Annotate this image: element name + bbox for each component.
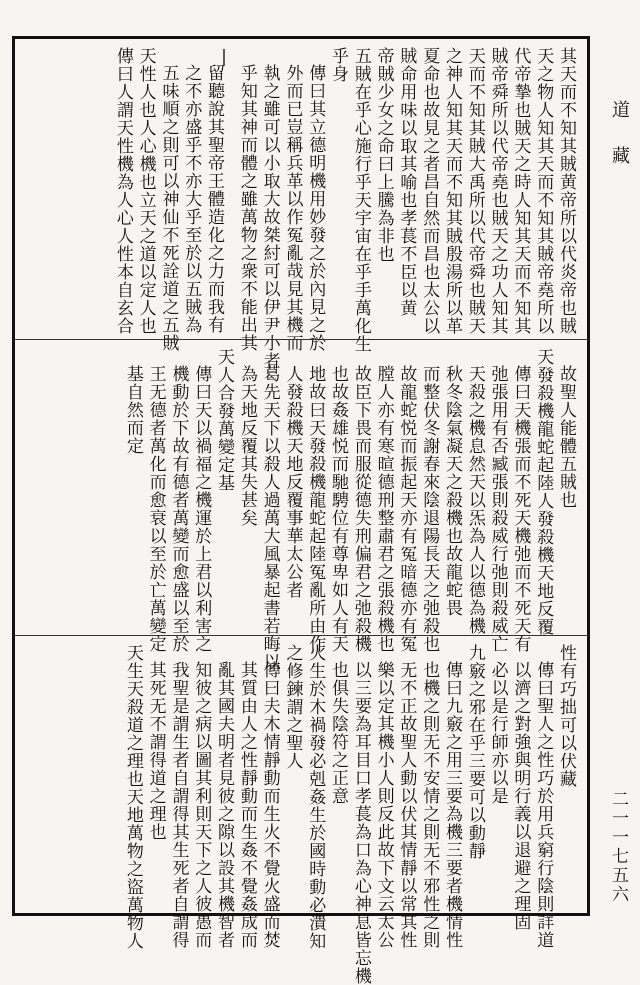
text-column: 樂以定其機小人則反此故下文云太公 (373, 661, 394, 949)
text-column: 其質由人之性靜動而生姦不覺姦成而 (236, 661, 257, 949)
text-column: 留聽說其聖帝王體造化之力而我有 (204, 64, 225, 334)
text-column: 亂其國夫明者見彼之隙以設其機智者 (214, 661, 235, 949)
text-column: 天人合發萬變定基 (214, 348, 235, 492)
text-column: 天之物人知其天而不知其賊帝堯所以 (533, 47, 554, 335)
text-column: 葛先天下以殺人過萬大風暴起書若晦以 (259, 365, 280, 671)
text-band-top (15, 39, 587, 370)
text-column: 以三要為耳目口孝萇為口為心神息皆忘機 (350, 661, 371, 985)
text-column: 其死无不謂得道之理也 (145, 661, 166, 841)
text-column: 機動於下故有德者萬變而愈盛以至於 (168, 365, 189, 653)
text-column: 也俱失陰符之正意 (328, 661, 349, 805)
text-column: 火生於木禍發必剋姦生於國時動必潰知 (305, 644, 326, 950)
text-column: 而整伏冬謝春來陰退陽長天之弛殺也 (419, 365, 440, 653)
text-column: 无不正故聖人動以伏其情靜以常其性 (396, 661, 417, 949)
text-column: 我聖是謂生者自謂得其生死者自謂得 (168, 661, 189, 949)
text-column: 賊帝舜所以代帝堯也賊天之功人知其 (487, 47, 508, 335)
text-column: 為天地反覆其失甚矣 (236, 365, 257, 527)
text-column: 傳曰天機張而不死天機弛而不死天有 (510, 365, 531, 653)
text-column: 傳曰夫木情靜動而生火不覺火盛而焚 (259, 661, 280, 949)
text-column: 傳曰聖人之性巧於用兵窮行陰則詳道 (533, 661, 554, 949)
text-column: 外而已豈稱兵革以作冤亂哉見其機而 (282, 64, 303, 352)
text-column: 賊命用味以取其喻也孝萇不臣以黄 (396, 47, 417, 317)
text-column: 其天而不知其賊黄帝所以代炎帝也賊 (556, 47, 576, 335)
text-column: 帝賊少女之命曰上騰為非也 (373, 47, 394, 263)
text-column: 以濟之對強與明行義以退避之理固 (510, 661, 531, 931)
text-column: 王无德者萬化而愈衰以至於亡萬變定 (145, 365, 166, 653)
text-column: 代帝摯也賊天之時人知其天而不知其 (510, 47, 531, 335)
text-column: 九竅之邪在乎三要可以動靜 (464, 644, 485, 860)
text-column: 也機之則无不安情之則无不邪性之則 (419, 661, 440, 949)
text-column: 夏命也故見之者昌自然而昌也太公以 (419, 47, 440, 335)
text-column: 知彼之病以圖其利則天下之人彼愚而 (191, 661, 212, 949)
text-band-middle (15, 339, 587, 671)
text-column: 必以是行師亦以是 (487, 661, 508, 805)
text-column: 之神人知其天而不知其賊殷湯所以革 (442, 47, 463, 335)
text-column: 傳曰九竅之用三要為機三要者機情性 (442, 661, 463, 949)
text-column: 執之雖可以小取大故桀紂可以伊尹小者 (259, 64, 280, 370)
text-column: 傳曰天以禍福之機運於上君以利害之 (191, 365, 212, 653)
text-column: 弛張用有否臧張則殺威行弛則殺威亡 (487, 365, 508, 653)
text-column: 傳曰其立德明機用妙發之於內見之於 (305, 64, 326, 352)
text-band-bottom (15, 635, 587, 985)
text-column: 秋冬陰氣凝天之殺機也故龍蛇畏 (442, 365, 463, 617)
text-column: 天生天殺道之理也天地萬物之盜萬物人 (122, 644, 143, 950)
text-column: 天性人也人心機也立天之道以定人也 (135, 47, 156, 335)
text-column: 膛人亦有寒暄德刑整肅君之張殺機也 (373, 365, 394, 653)
text-column: 也故姦雄悦而馳騁位有尊卑如人有天 (328, 365, 349, 653)
text-column: 人發殺機天地反覆事華太公者 (282, 365, 303, 599)
text-column: 性有巧拙可以伏藏 (556, 644, 576, 788)
side-title: 道藏 (609, 100, 630, 192)
text-column: 之修鍊謂之聖人 (282, 644, 303, 770)
text-column: 五賊在乎心施行乎天宇宙在乎手萬化生 (350, 47, 371, 353)
text-column: 天發殺機龍蛇起陸人發殺機天地反覆 (533, 348, 554, 636)
text-column: 乎知其神而體之雖萬物之衆不能出其 (236, 64, 257, 352)
text-column: 五味順之則可以神仙不死詮道之五賊 (158, 64, 179, 352)
column-separator: | (214, 47, 235, 68)
text-column: 天而不知其賊大禹所以代帝舜也賊天 (464, 47, 485, 335)
text-column: 故臣下畏而服從德失刑偏君之弛殺機 (350, 365, 371, 653)
text-column: 傳曰人謂天性機為人心人性本自玄合 (112, 47, 133, 335)
text-column: 故聖人能體五賊也 (556, 365, 576, 509)
text-column: 天殺之機息然天以炁為人以德為機 (464, 365, 485, 635)
text-column: 乎身 (328, 47, 349, 83)
text-column: 地故曰天發殺機龍蛇起陸冤亂所由作 (305, 365, 326, 653)
page-frame (12, 36, 590, 985)
text-column: 之不亦盛乎不亦大乎至於以五賊為 (181, 64, 202, 334)
text-column: 基自然而定 (122, 365, 143, 455)
text-column: 故龍蛇悦而振起天亦有冤暗德亦有冤 (396, 365, 417, 653)
page-number: 二一一七五六 (608, 790, 628, 904)
